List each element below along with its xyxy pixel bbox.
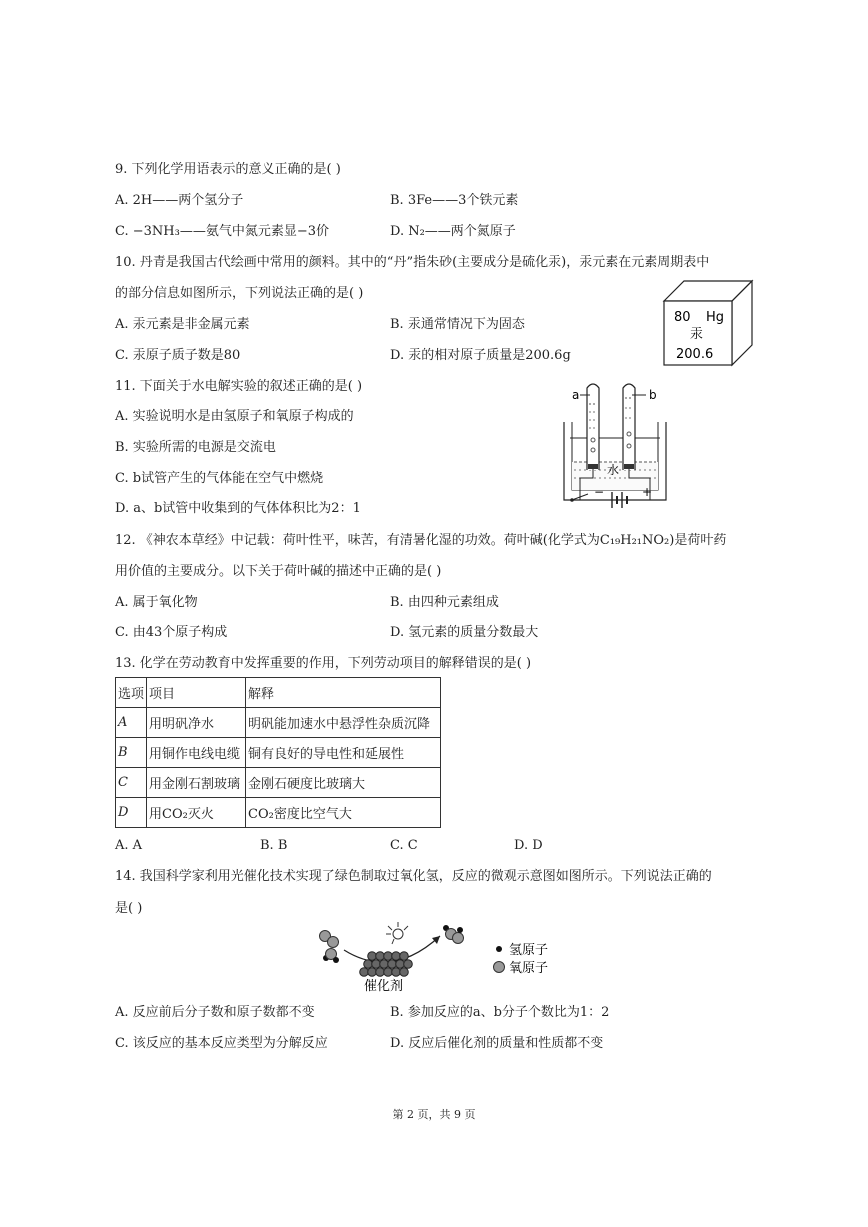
plus-terminal: +: [642, 485, 653, 499]
legend-oxygen: 氧原子: [509, 961, 549, 976]
q13-stem: 13. 化学在劳动教育中发挥重要的作用，下列劳动项目的解释错误的是( ): [115, 656, 532, 671]
table-cell: 明矾能加速水中悬浮性杂质沉降: [246, 708, 441, 738]
q10-option-a: A. 汞元素是非金属元素: [115, 317, 250, 332]
o2-molecule-icon: [320, 931, 339, 948]
minus-terminal: −: [594, 485, 605, 499]
q11-option-d: D. a、b试管中收集到的气体体积比为2：1: [115, 501, 361, 516]
tube-b-label: b: [649, 388, 657, 402]
table-cell: 用CO₂灭火: [147, 798, 246, 828]
hydrogen-atom-icon: [496, 946, 502, 952]
element-mass: 200.6: [676, 347, 714, 362]
q14-option-c: C. 该反应的基本反应类型为分解反应: [115, 1036, 328, 1051]
q12-option-c: C. 由43个原子构成: [115, 625, 228, 640]
table-cell: B: [116, 738, 147, 768]
electrolysis-figure: [560, 378, 672, 518]
table-cell: 金刚石硬度比玻璃大: [246, 768, 441, 798]
q13-option-d: D. D: [514, 838, 543, 853]
q10-stem-line2: 的部分信息如图所示，下列说法正确的是( ): [115, 286, 364, 301]
q9-option-d: D. N₂——两个氮原子: [390, 224, 516, 239]
q13-option-c: C. C: [390, 838, 418, 853]
element-number: 80: [674, 310, 691, 325]
q9-option-c: C. −3NH₃——氨气中氮元素显−3价: [115, 224, 329, 239]
page-footer: 第 2 页，共 9 页: [392, 1108, 476, 1121]
table-row: [116, 738, 441, 768]
catalyst-label: 催化剂: [364, 979, 404, 994]
q11-option-a: A. 实验说明水是由氢原子和氧原子构成的: [115, 409, 354, 424]
q11-option-c: C. b试管产生的气体能在空气中燃烧: [115, 471, 324, 486]
q11-option-b: B. 实验所需的电源是交流电: [115, 440, 276, 455]
reaction-micro-diagram: [312, 920, 562, 995]
table-header-cell: 项目: [147, 678, 246, 708]
q14-option-b: B. 参加反应的a、b分子个数比为1：2: [390, 1005, 610, 1020]
table-header-cell: 解释: [246, 678, 441, 708]
table-cell: CO₂密度比空气大: [246, 798, 441, 828]
legend-hydrogen: 氢原子: [509, 943, 549, 958]
q9-option-a: A. 2H——两个氢分子: [115, 193, 244, 208]
table-cell: A: [116, 708, 147, 738]
h2o-molecule-icon: [323, 949, 339, 964]
element-cell-figure: [662, 279, 756, 367]
q13-option-a: A. A: [115, 838, 143, 853]
q12-option-a: A. 属于氧化物: [115, 595, 198, 610]
q12-stem-line2: 用价值的主要成分。以下关于荷叶碱的描述中正确的是( ): [115, 564, 442, 579]
q12-option-b: B. 由四种元素组成: [390, 595, 499, 610]
oxygen-atom-icon: [494, 962, 505, 973]
q10-option-d: D. 汞的相对原子质量是200.6g: [390, 348, 571, 363]
table-cell: 用明矾净水: [147, 708, 246, 738]
q13-table: [115, 677, 441, 828]
table-row: [116, 708, 441, 738]
q12-stem-line1: 12. 《神农本草经》中记载：荷叶性平，味苦，有清暑化湿的功效。荷叶碱(化学式为C₁₉H₂₁NO₂)是荷叶药: [115, 533, 727, 548]
table-cell: C: [116, 768, 147, 798]
q10-option-c: C. 汞原子质子数是80: [115, 348, 241, 363]
table-row: [116, 768, 441, 798]
table-row: [116, 798, 441, 828]
table-cell: 铜有良好的导电性和延展性: [246, 738, 441, 768]
table-cell: D: [116, 798, 147, 828]
q14-option-d: D. 反应后催化剂的质量和性质都不变: [390, 1036, 604, 1051]
q13-option-b: B. B: [260, 838, 288, 853]
q9-stem: 9. 下列化学用语表示的意义正确的是( ): [115, 162, 341, 177]
element-name: 汞: [690, 327, 704, 342]
table-header-row: [116, 678, 441, 708]
q9-option-b: B. 3Fe——3个铁元素: [390, 193, 519, 208]
q14-option-a: A. 反应前后分子数和原子数都不变: [115, 1005, 315, 1020]
q11-stem: 11. 下面关于水电解实验的叙述正确的是( ): [115, 379, 363, 394]
q12-option-d: D. 氢元素的质量分数最大: [390, 625, 539, 640]
q14-stem-line1: 14. 我国科学家利用光催化技术实现了绿色制取过氧化氢，反应的微观示意图如图所示。下列说法正确的: [115, 869, 712, 884]
table-cell: 用铜作电线电缆: [147, 738, 246, 768]
q10-stem-line1: 10. 丹青是我国古代绘画中常用的颜料。其中的“丹”指朱砂(主要成分是硫化汞)，汞元素在元素周期表中: [115, 255, 710, 270]
q10-option-b: B. 汞通常情况下为固态: [390, 317, 525, 332]
q14-stem-line2: 是( ): [115, 901, 143, 916]
tube-a-label: a: [572, 388, 580, 402]
light-icon: [386, 922, 408, 944]
catalyst-icon: [360, 952, 413, 977]
water-label: 水: [607, 463, 620, 477]
h2o2-molecule-icon: [443, 925, 464, 944]
table-cell: 用金刚石割玻璃: [147, 768, 246, 798]
table-header-cell: 选项: [116, 678, 147, 708]
element-symbol: Hg: [706, 310, 725, 325]
